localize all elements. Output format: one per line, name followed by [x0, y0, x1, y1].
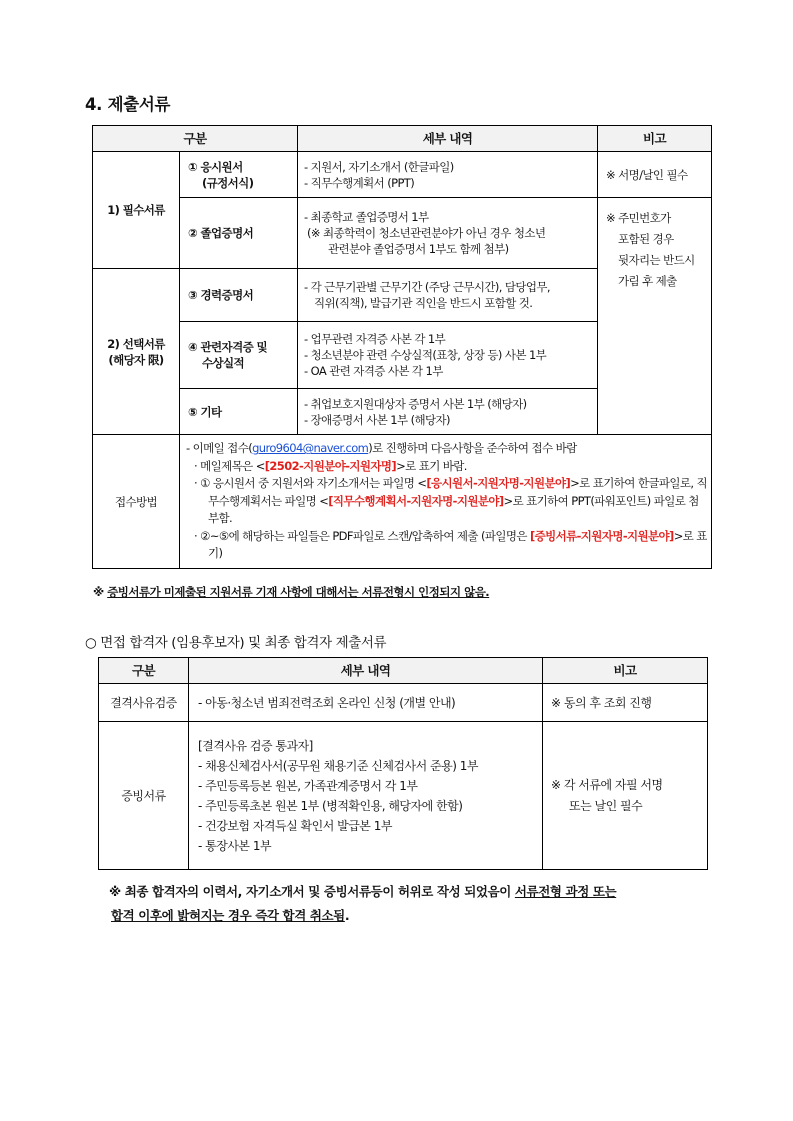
method-line	[186, 458, 707, 476]
filename-format: [직무수행계획서-지원자명-지원분야]	[328, 493, 504, 508]
filename-format: [응시원서-지원자명-지원분야]	[426, 476, 571, 491]
details-cell	[189, 722, 543, 870]
detail-line: - 채용신체검사서(공무원 채용기준 신체검사서 준용) 1부	[198, 758, 478, 773]
details-cell	[298, 389, 598, 435]
table-row	[99, 722, 708, 870]
details-cell	[298, 269, 598, 322]
method-text: >로 표기)	[208, 528, 707, 561]
sub-application-form	[180, 152, 298, 198]
sub-label-2: (규정서식)	[202, 175, 254, 190]
remark-signature: ※ 서명/날인 필수	[598, 152, 712, 198]
header-details: 세부 내역	[298, 126, 598, 152]
group-label: 2) 선택서류	[107, 336, 165, 351]
detail-line: 직위(직책), 발급기관 직인을 반드시 포함할 것.	[314, 296, 533, 310]
detail-line: - 통장사본 1부	[198, 838, 272, 853]
warning-underline: 합격 이후에 밝혀지는 경우 즉각 합격 취소됨	[111, 908, 345, 923]
group-required: 1) 필수서류	[93, 152, 180, 269]
method-line	[186, 528, 707, 563]
warning-text: 증빙서류가 미제출된 지원서류 기재 사항에 대해서는 서류전형시 인정되지 않음.	[107, 585, 490, 599]
detail-line: - 직무수행계획서 (PPT)	[304, 175, 415, 190]
details-cell: - 아동·청소년 범죄전력조회 온라인 신청 (개별 안내)	[189, 684, 543, 722]
detail-line: - 업무관련 자격증 사본 각 1부	[304, 332, 446, 346]
method-text: - 이메일 접수(	[186, 441, 253, 456]
sub-label: ③ 경력증명서	[188, 288, 254, 302]
sub-certificates-awards	[180, 322, 298, 389]
method-text: · ① 응시원서 중 지원서와 자기소개서는 파일명 <	[194, 476, 427, 491]
details-cell	[298, 152, 598, 198]
final-documents-table	[98, 657, 708, 870]
remark-resident-number	[598, 198, 712, 435]
sub-career-certificate	[180, 269, 298, 322]
detail-line: - 청소년분야 관련 수상실적(표창, 상장 등) 사본 1부	[304, 348, 547, 362]
detail-line: - 주민등록초본 원본 1부 (병적확인용, 해당자에 한함)	[198, 798, 463, 813]
category-cell: 증빙서류	[99, 722, 189, 870]
group-optional	[93, 269, 180, 435]
table-row	[99, 684, 708, 722]
table-row	[93, 435, 712, 569]
final-warning	[109, 880, 719, 928]
method-line	[186, 440, 707, 458]
detail-line: [결격사유 검증 통과자]	[198, 738, 313, 753]
details-cell	[298, 322, 598, 389]
required-documents-table	[92, 125, 712, 569]
detail-line: - 취업보호지원대상자 증명서 사본 1부 (해당자)	[304, 396, 527, 411]
method-text: )로 진행하며 다음사항을 준수하여 접수 바람	[368, 441, 577, 456]
table-row	[93, 198, 712, 269]
email-link[interactable]: guro9604@naver.com	[252, 441, 369, 456]
detail-line: - 건강보험 자격득실 확인서 발급본 1부	[198, 818, 392, 833]
table-header-row	[93, 126, 712, 152]
detail-line: - 지원서, 자기소개서 (한글파일)	[304, 159, 454, 174]
remark-cell	[543, 722, 708, 870]
method-label: 접수방법	[93, 435, 180, 569]
header-remarks: 비고	[543, 658, 708, 684]
detail-line: - 주민등록등본 원본, 가족관계증명서 각 1부	[198, 778, 418, 793]
method-text: >로 표기하여 PPT(파워포인트) 파일로 첨부함.	[208, 493, 699, 526]
group-label-2: (해당자 限)	[108, 352, 164, 367]
filename-format: [증빙서류-지원자명-지원분야]	[529, 528, 674, 543]
detail-line: - OA 관련 자격증 사본 각 1부	[304, 364, 443, 378]
detail-line: - 최종학교 졸업증명서 1부	[304, 210, 429, 224]
method-text: · 메일제목은 <	[194, 458, 265, 473]
detail-line: 관련분야 졸업증명서 1부도 함께 첨부)	[328, 242, 509, 256]
sub-label: ① 응시원서	[188, 159, 243, 174]
table-row	[93, 152, 712, 198]
filename-format: [2502-지원분야-지원자명]	[264, 458, 397, 473]
details-cell	[298, 198, 598, 269]
remark-line: 포함된 경우	[618, 232, 674, 246]
method-text: >로 표기 바람.	[396, 458, 467, 473]
sub-graduation-certificate	[180, 198, 298, 269]
evidence-warning	[93, 584, 489, 600]
sub-label-2: 수상실적	[202, 356, 245, 370]
remark-line: 가림 후 제출	[618, 274, 677, 288]
sub-label: ④ 관련자격증 및	[188, 340, 267, 354]
sub-label: ⑤ 기타	[188, 404, 222, 419]
category-cell: 결격사유검증	[99, 684, 189, 722]
sub-etc	[180, 389, 298, 435]
remark-line: ※ 주민번호가	[606, 211, 671, 225]
method-line	[186, 475, 707, 528]
header-category: 구분	[93, 126, 298, 152]
warning-mark: ※	[93, 585, 108, 599]
section2-title: ○ 면접 합격자 (임용후보자) 및 최종 합격자 제출서류	[85, 635, 387, 651]
submission-method	[180, 435, 712, 569]
warning-text: ※ 최종 합격자의 이력서, 자기소개서 및 증빙서류등이 허위로 작성 되었음이	[109, 884, 515, 899]
detail-line: - 장애증명서 사본 1부 (해당자)	[304, 412, 450, 427]
header-details: 세부 내역	[189, 658, 543, 684]
warning-underline: 서류전형 과정 또는	[514, 884, 617, 899]
remark-line: ※ 각 서류에 자필 서명	[551, 777, 663, 792]
remark-cell: ※ 동의 후 조회 진행	[543, 684, 708, 722]
warning-end: .	[344, 908, 350, 923]
detail-line: - 각 근무기관별 근무기간 (주당 근무시간), 담당업무,	[304, 280, 550, 294]
sub-label: ② 졸업증명서	[188, 226, 254, 240]
method-text: >로 표기하여 한글파일로, 직무수행계획서는 파일명 <	[208, 476, 707, 508]
section-title: 4. 제출서류	[85, 95, 171, 114]
table-header-row	[99, 658, 708, 684]
header-remarks: 비고	[598, 126, 712, 152]
header-category: 구분	[99, 658, 189, 684]
remark-line: 뒷자리는 반드시	[618, 253, 695, 267]
method-text: · ②~⑤에 해당하는 파일들은 PDF파일로 스캔/압축하여 제출 (파일명은	[194, 528, 530, 543]
remark-line: 또는 날인 필수	[569, 798, 643, 813]
detail-line: (※ 최종학력이 청소년관련분야가 아닌 경우 청소년	[307, 226, 546, 240]
